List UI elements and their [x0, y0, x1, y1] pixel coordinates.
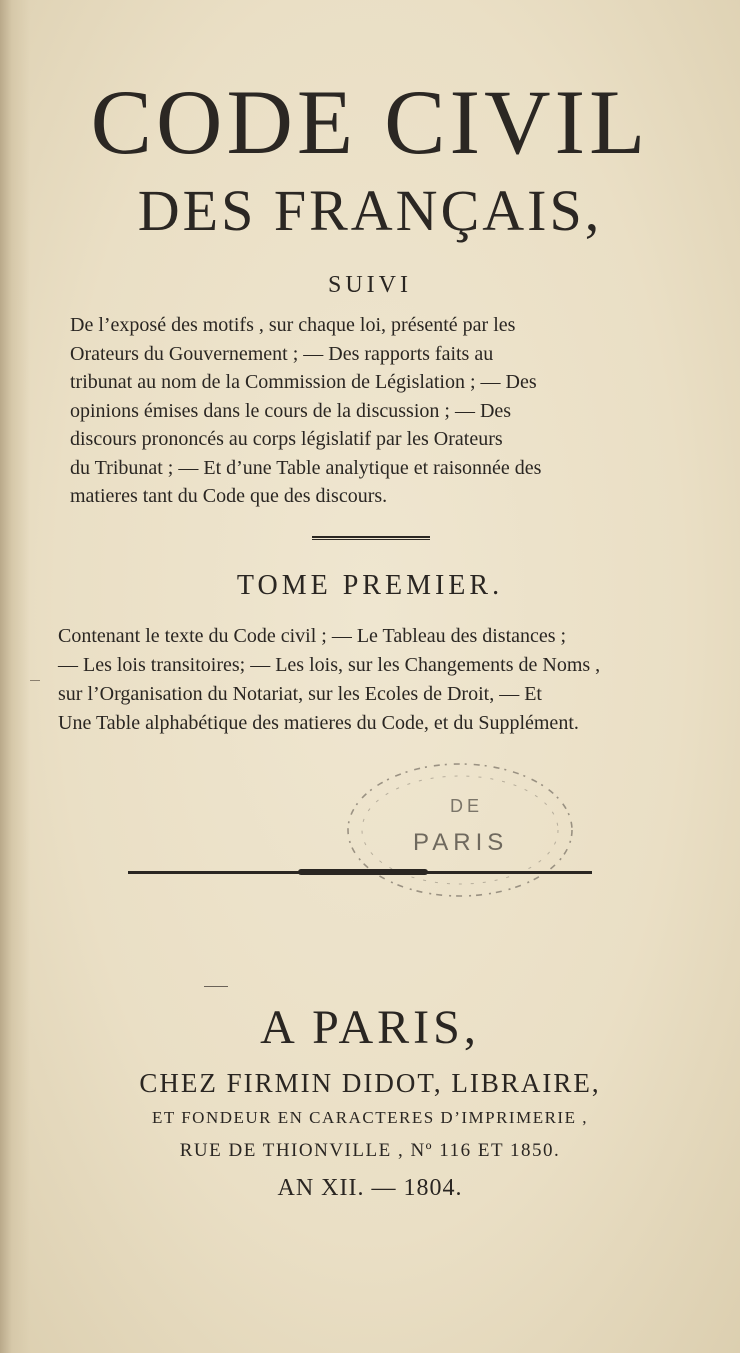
description-line: De l’exposé des motifs , sur chaque loi, présenté par les — [70, 314, 516, 336]
margin-mark — [30, 680, 40, 681]
small-dash — [204, 986, 228, 987]
description-paragraph — [70, 311, 690, 511]
imprint-date: AN XII. — 1804. — [277, 1175, 463, 1201]
contents-paragraph — [58, 622, 686, 738]
subtitle-suivi: SUIVI — [328, 272, 412, 298]
main-title-subline: DES FRANÇAIS, — [137, 178, 603, 243]
imprint-publisher: CHEZ FIRMIN DIDOT, LIBRAIRE, — [139, 1068, 601, 1098]
description-line: discours prononcés au corps législatif par les Orateurs — [70, 428, 503, 450]
imprint-occupation: ET FONDEUR EN CARACTERES D’IMPRIMERIE , — [152, 1108, 588, 1127]
contents-line: sur l’Organisation du Notariat, sur les Ecoles de Droit, — Et — [58, 683, 542, 705]
ornamental-rule — [312, 536, 430, 540]
stamp-text-paris: PARIS — [413, 829, 509, 856]
imprint-address: RUE DE THIONVILLE , Nº 116 ET 1850. — [179, 1140, 561, 1161]
contents-line: Une Table alphabétique des matieres du Code, et du Supplément. — [58, 712, 579, 734]
description-line: tribunat au nom de la Commission de Législation ; — Des — [70, 371, 537, 393]
stamp-rule — [128, 871, 592, 874]
imprint-city: A PARIS, — [260, 1001, 480, 1054]
library-stamp — [335, 742, 585, 904]
contents-line: — Les lois transitoires; — Les lois, sur les Changements de Noms , — [58, 654, 601, 676]
volume-title: TOME PREMIER. — [236, 570, 504, 601]
description-line: du Tribunat ; — Et d’une Table analytique et raisonnée des — [70, 456, 542, 479]
contents-line: Contenant le texte du Code civil ; — Le Tableau des distances ; — [58, 625, 567, 647]
description-line: Orateurs du Gouvernement ; — Des rapports faits au — [70, 342, 494, 365]
stamp-text-de: DE — [450, 796, 484, 816]
description-line: opinions émises dans le cours de la discussion ; — Des — [70, 399, 512, 422]
main-title: CODE CIVIL — [90, 71, 650, 173]
description-line: matieres tant du Code que des discours. — [70, 485, 388, 507]
